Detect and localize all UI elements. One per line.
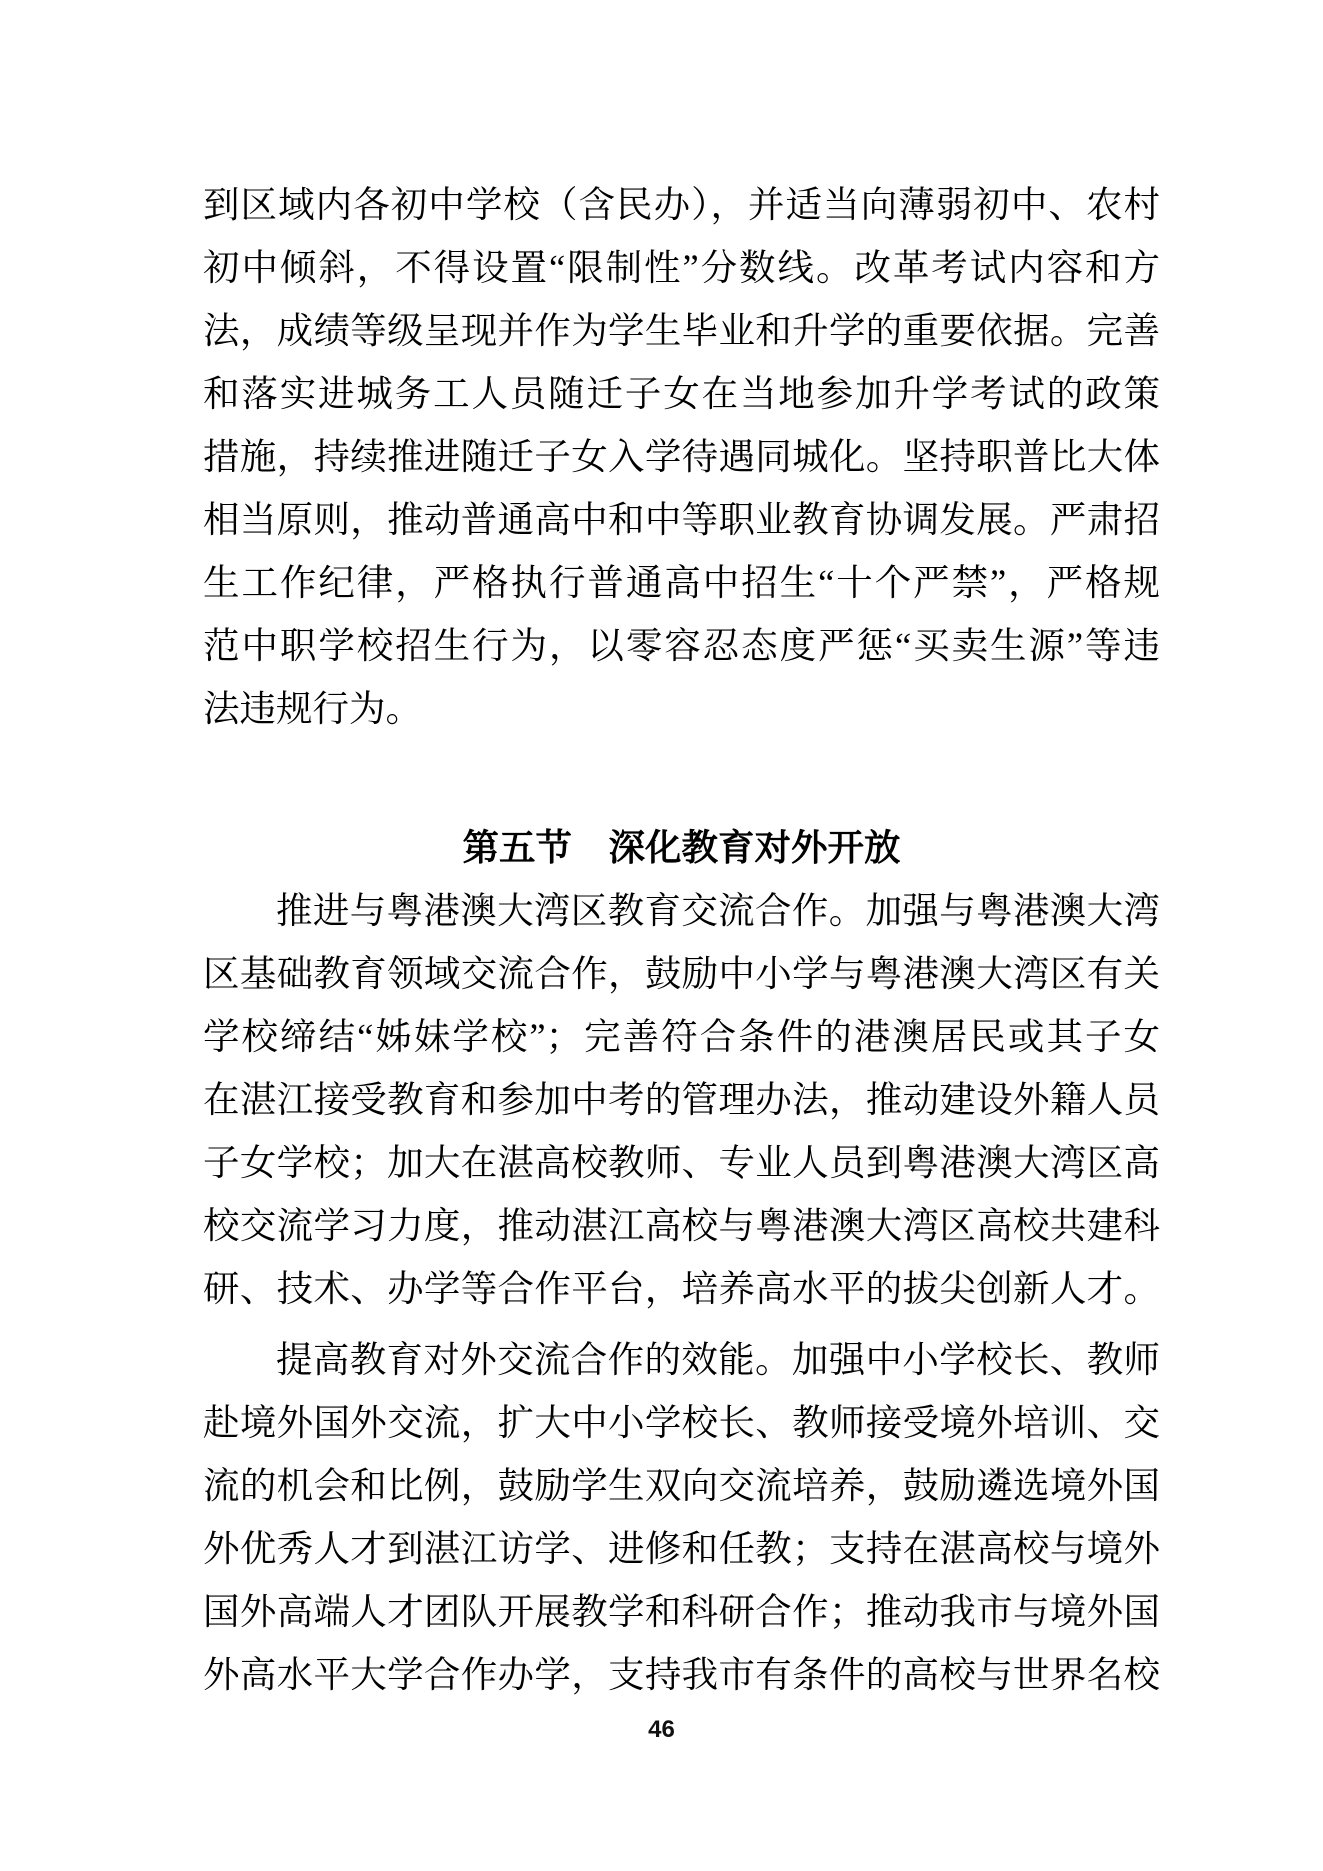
text-line: 到区域内各初中学校（含民办），并适当向薄弱初中、农村 [203,184,1160,225]
text-line: 在湛江接受教育和参加中考的管理办法，推动建设外籍人员 [203,1079,1160,1120]
text-line: 法，成绩等级呈现并作为学生毕业和升学的重要依据。完善 [203,310,1160,351]
text-line: 子女学校；加大在湛高校教师、专业人员到粤港澳大湾区高 [203,1142,1160,1183]
text-line: 生工作纪律，严格执行普通高中招生“十个严禁”，严格规 [203,562,1160,603]
text-line: 提高教育对外交流合作的效能。加强中小学校长、教师 [276,1339,1160,1380]
text-line: 和落实进城务工人员随迁子女在当地参加升学考试的政策 [203,373,1160,414]
page-number: 46 [648,1716,675,1743]
text-line: 推进与粤港澳大湾区教育交流合作。加强与粤港澳大湾 [276,890,1160,931]
text-line: 法违规行为。 [203,688,422,729]
text-line: 范中职学校招生行为，以零容忍态度严惩“买卖生源”等违 [203,625,1160,666]
paragraph [203,173,1160,740]
section-heading: 第五节 深化教育对外开放 [462,827,901,868]
text-line: 初中倾斜，不得设置“限制性”分数线。改革考试内容和方 [203,247,1160,288]
text-line: 措施，持续推进随迁子女入学待遇同城化。坚持职普比大体 [203,436,1160,477]
text-line: 流的机会和比例，鼓励学生双向交流培养，鼓励遴选境外国 [203,1465,1160,1506]
text-line: 外高水平大学合作办学，支持我市有条件的高校与世界名校 [203,1654,1160,1695]
text-line: 外优秀人才到湛江访学、进修和任教；支持在湛高校与境外 [203,1528,1160,1569]
text-line: 相当原则，推动普通高中和中等职业教育协调发展。严肃招 [203,499,1160,540]
document-body [203,173,1160,1706]
paragraph [203,1328,1160,1706]
text-line: 国外高端人才团队开展教学和科研合作；推动我市与境外国 [203,1591,1160,1632]
paragraph [203,879,1160,1320]
text-line: 区基础教育领域交流合作，鼓励中小学与粤港澳大湾区有关 [203,953,1160,994]
text-line: 学校缔结“姊妹学校”；完善符合条件的港澳居民或其子女 [203,1016,1160,1057]
text-line: 研、技术、办学等合作平台，培养高水平的拔尖创新人才。 [203,1268,1160,1309]
text-line: 校交流学习力度，推动湛江高校与粤港澳大湾区高校共建科 [203,1205,1160,1246]
text-line: 赴境外国外交流，扩大中小学校长、教师接受境外培训、交 [203,1402,1160,1443]
